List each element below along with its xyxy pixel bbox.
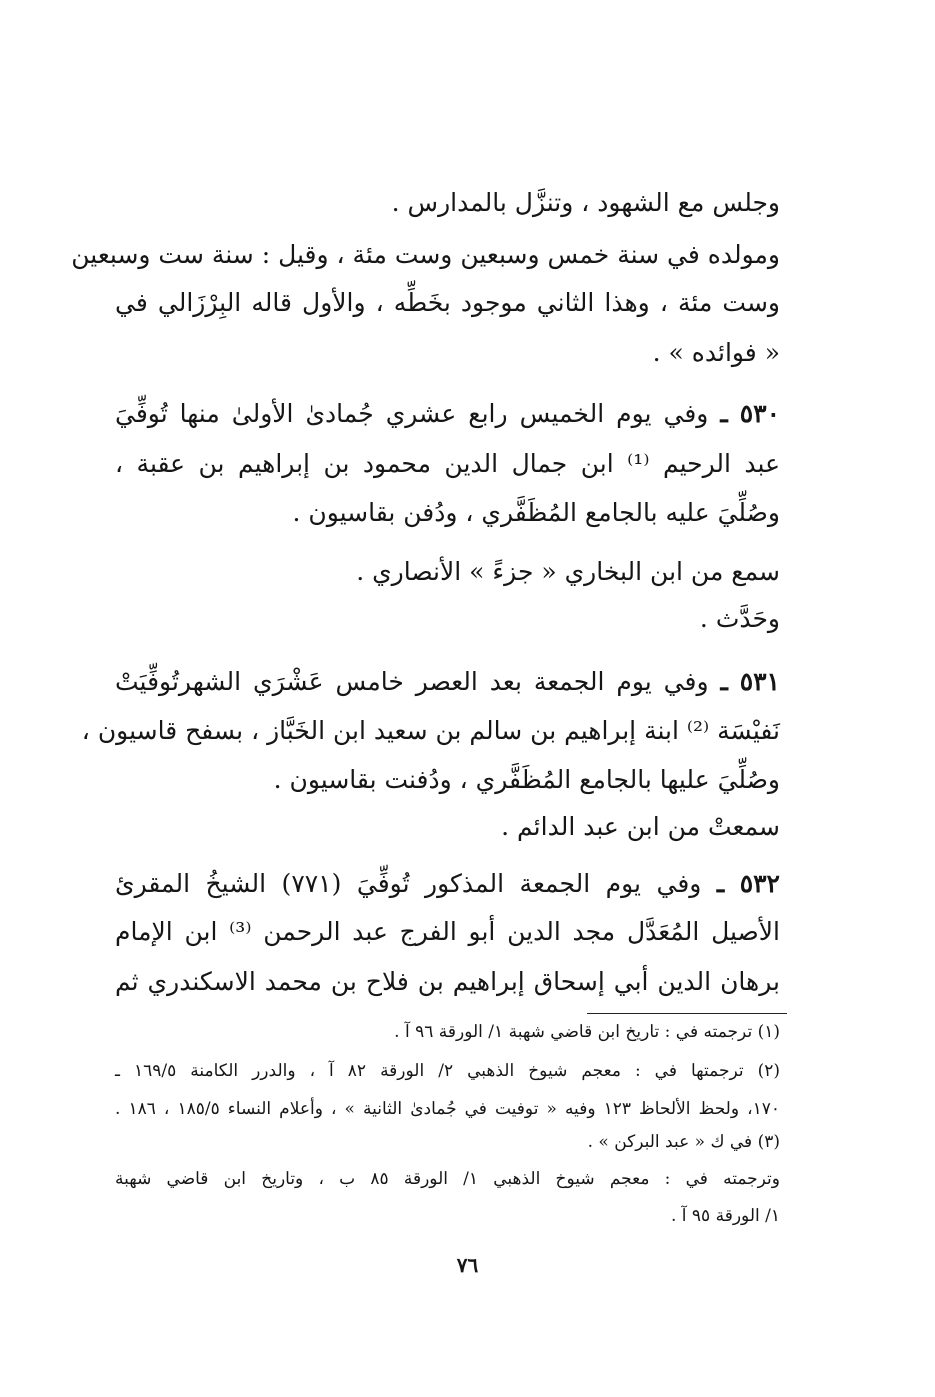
body-line-6: عبد الرحيم ⁽¹⁾ ابن جمال الدين محمود بن إبراهيم بن عقبة ، xyxy=(115,449,780,478)
entry-532-text: وفي يوم الجمعة المذكور تُوفِّيَ (٧٧١) الشيخُ المقرئ xyxy=(115,869,702,898)
body-line-1: وجلس مع الشهود ، وتنزَّل بالمدارس . xyxy=(391,188,780,217)
page-number: ٧٦ xyxy=(456,1253,479,1277)
body-line-12: وصُلِّيَ عليها بالجامع المُظَفَّري ، ودُفنت بقاسيون . xyxy=(273,765,780,794)
body-line-13: سمعتْ من ابن عبد الدائم . xyxy=(501,812,780,841)
entry-dash: ـ xyxy=(720,667,728,696)
footnote-divider xyxy=(587,1013,787,1014)
entry-number-532: ٥٣٢ xyxy=(739,869,780,898)
body-line-2: ومولده في سنة خمس وسبعين وست مئة ، وقيل : سنة ست وسبعين xyxy=(71,240,780,269)
entry-dash: ـ xyxy=(720,399,728,428)
footnote-3-line-2: وترجمته في : معجم شيوخ الذهبي ١/ الورقة ٨٥ ب ، وتاريخ ابن قاضي شهبة xyxy=(115,1169,780,1189)
entry-531-text: وفي يوم الجمعة بعد العصر خامس عَشْرَي الشهرتُوفِّيَتْ xyxy=(115,667,709,696)
footnote-3-line-3: ١/ الورقة ٩٥ آ . xyxy=(670,1206,780,1226)
body-line-16: برهان الدين أبي إسحاق إبراهيم بن فلاح بن محمد الاسكندري ثم xyxy=(115,967,780,996)
body-line-4: « فوائده » . xyxy=(652,338,780,367)
body-line-7: وصُلِّيَ عليه بالجامع المُظَفَّري ، ودُفن بقاسيون . xyxy=(292,498,780,527)
body-line-9: وحَدَّث . xyxy=(699,604,780,633)
entry-531-heading xyxy=(115,662,780,702)
footnote-1: (١) ترجمته في : تاريخ ابن قاضي شهبة ١/ الورقة ٩٦ آ . xyxy=(394,1022,780,1042)
body-line-8: سمع من ابن البخاري « جزءً » الأنصاري . xyxy=(356,557,780,586)
footnote-2-line-1: (٢) ترجمتها في : معجم شيوخ الذهبي ٢/ الورقة ٨٢ آ ، والدرر الكامنة ١٦٩/٥ ـ xyxy=(115,1061,780,1081)
entry-530-heading xyxy=(115,394,780,434)
entry-number-531: ٥٣١ xyxy=(739,667,780,696)
entry-532-heading xyxy=(115,864,780,904)
footnote-3: (٣) في ك « عبد البركن » . xyxy=(587,1132,780,1152)
body-line-11: نَفيْسَة ⁽²⁾ ابنة إبراهيم بن سالم بن سعيد ابن الخَبَّاز ، بسفح قاسيون ، xyxy=(81,716,780,745)
entry-dash: ـ xyxy=(716,869,725,898)
body-line-3: وست مئة ، وهذا الثاني موجود بخَطِّه ، والأول قاله البِرْزَالي في xyxy=(115,288,780,317)
entry-number-530: ٥٣٠ xyxy=(739,399,781,428)
body-line-15: الأصيل المُعَدَّل مجد الدين أبو الفرج عبد الرحمن ⁽³⁾ ابن الإمام xyxy=(115,917,780,946)
entry-530-text: وفي يوم الخميس رابع عشري جُمادىٰ الأولىٰ منها تُوفِّيَ xyxy=(115,399,709,428)
footnote-2-line-2: ١٧٠، ولحظ الألحاظ ١٢٣ وفيه « توفيت في جُمادىٰ الثانية » ، وأعلام النساء ١٨٥/٥ ، ١٨٦ . xyxy=(115,1099,780,1119)
